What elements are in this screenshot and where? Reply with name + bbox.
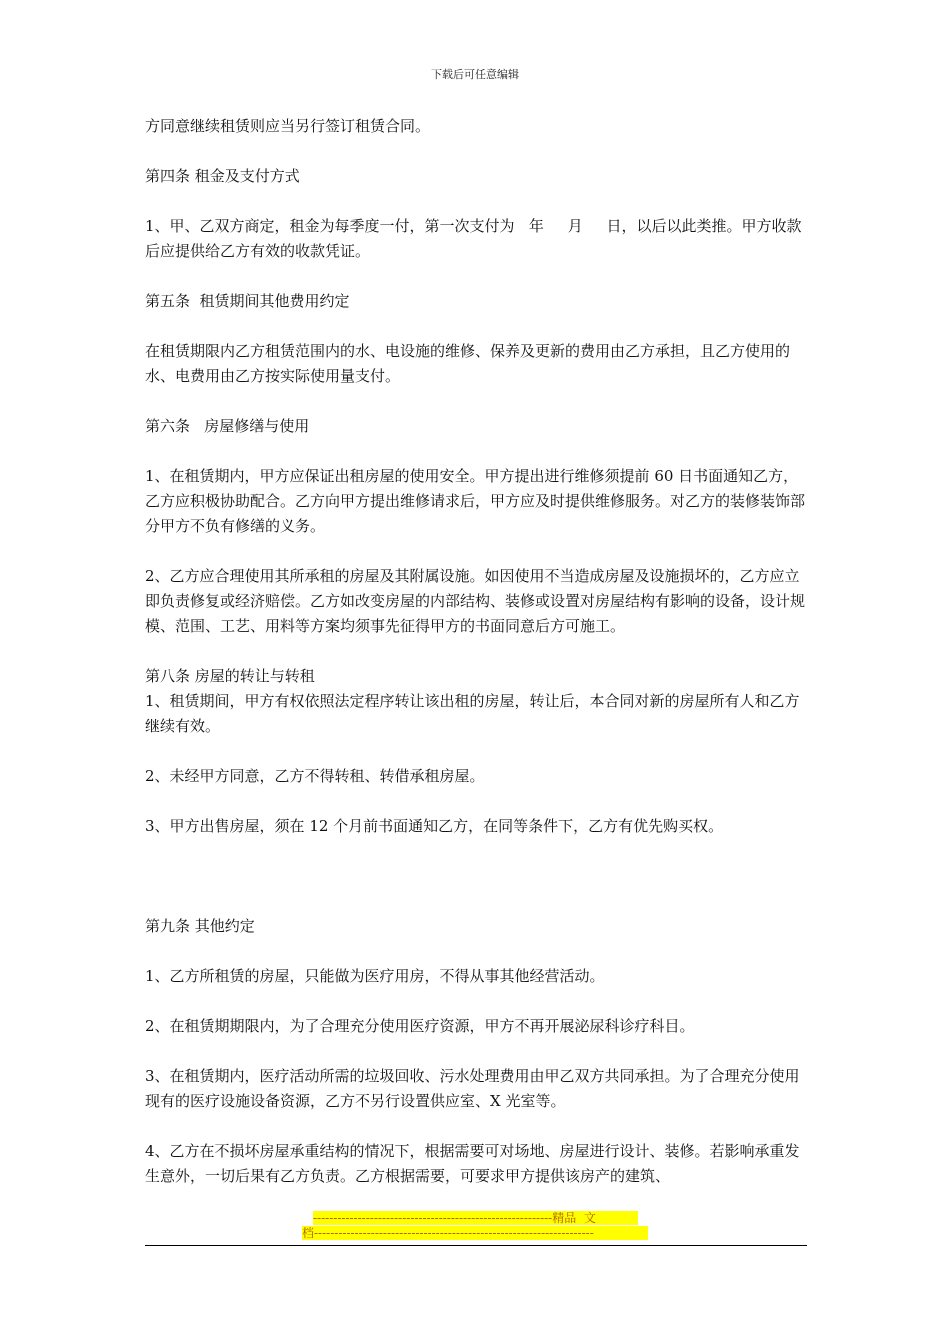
paragraph: 1、乙方所租赁的房屋，只能做为医疗用房，不得从事其他经营活动。 bbox=[145, 967, 605, 985]
paragraph: 1、在租赁期内，甲方应保证出租房屋的使用安全。甲方提出进行维修须提前 60 日书面通知乙方，乙方应积极协助配合。乙方向甲方提出维修请求后，甲方应及时提供维修服务。对乙方的装修装饰部分甲方不负有修缮的义务。 bbox=[145, 467, 806, 535]
paragraph: 方同意继续租赁则应当另行签订租赁合同。 bbox=[145, 117, 431, 135]
paragraph: 4、乙方在不损坏房屋承重结构的情况下，根据需要可对场地、房屋进行设计、装修。若影响承重发生意外，一切后果有乙方负责。乙方根据需要，可要求甲方提供该房产的建筑、 bbox=[145, 1142, 800, 1185]
section-heading: 第六条 房屋修缮与使用 bbox=[145, 417, 310, 435]
footer-watermark-line-1: -----------------------------------------------------------精品 文 bbox=[313, 1211, 638, 1225]
paragraph: 2、在租赁期期限内，为了合理充分使用医疗资源，甲方不再开展泌尿科诊疗科目。 bbox=[145, 1017, 695, 1035]
section-heading: 第四条 租金及支付方式 bbox=[145, 167, 300, 185]
document-body bbox=[145, 114, 807, 1189]
section-heading: 第八条 房屋的转让与转租 bbox=[145, 667, 315, 685]
paragraph: 1、租赁期间，甲方有权依照法定程序转让该出租的房屋，转让后，本合同对新的房屋所有人和乙方继续有效。 bbox=[145, 692, 800, 735]
paragraph: 在租赁期限内乙方租赁范围内的水、电设施的维修、保养及更新的费用由乙方承担，且乙方使用的水、电费用由乙方按实际使用量支付。 bbox=[145, 342, 791, 385]
page-footer bbox=[145, 1211, 807, 1246]
paragraph: 3、甲方出售房屋，须在 12 个月前书面通知乙方，在同等条件下，乙方有优先购买权。 bbox=[145, 817, 724, 835]
paragraph: 2、乙方应合理使用其所承租的房屋及其附属设施。如因使用不当造成房屋及设施损坏的，乙方应立即负责修复或经济赔偿。乙方如改变房屋的内部结构、装修或设置对房屋结构有影响的设备，设计规模、范围、工艺、用料等方案均须事先征得甲方的书面同意后方可施工。 bbox=[145, 567, 806, 635]
paragraph: 1、甲、乙双方商定，租金为每季度一付，第一次支付为 年 月 日，以后以此类推。甲方收款后应提供给乙方有效的收款凭证。 bbox=[145, 217, 802, 260]
footer-watermark-line-2: 档--------------------------------------------------------------------- bbox=[302, 1226, 648, 1240]
paragraph: 3、在租赁期内，医疗活动所需的垃圾回收、污水处理费用由甲乙双方共同承担。为了合理充分使用现有的医疗设施设备资源，乙方不另行设置供应室、X 光室等。 bbox=[145, 1067, 800, 1110]
page-header: 下载后可任意编辑 bbox=[431, 68, 519, 81]
section-heading: 第九条 其他约定 bbox=[145, 917, 255, 935]
section-heading: 第五条 租赁期间其他费用约定 bbox=[145, 292, 350, 310]
paragraph: 2、未经甲方同意，乙方不得转租、转借承租房屋。 bbox=[145, 767, 485, 785]
